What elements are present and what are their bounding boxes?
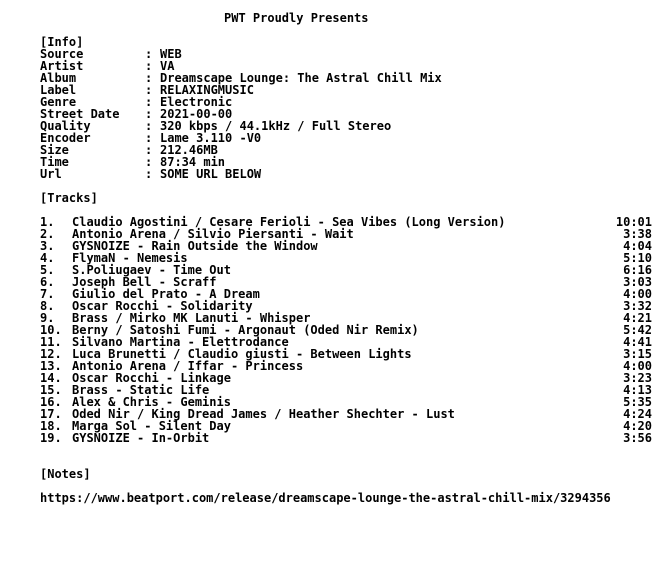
info-sep: : xyxy=(145,119,160,133)
spacer xyxy=(40,456,652,468)
track-duration: 5:10 xyxy=(623,251,652,265)
track-duration: 4:13 xyxy=(623,383,652,397)
track-number: 6. xyxy=(40,275,55,289)
info-row-size xyxy=(40,144,652,156)
track-title: Claudio Agostini / Cesare Ferioli - Sea Vibes (Long Version) xyxy=(72,215,506,229)
track-number: 2. xyxy=(40,227,55,241)
track-title: Joseph Bell - Scraff xyxy=(72,275,217,289)
info-value: VA xyxy=(160,59,175,73)
track-title: Silvano Martina - Elettrodance xyxy=(72,335,289,349)
info-value: SOME URL BELOW xyxy=(160,167,262,181)
info-value: RELAXINGMUSIC xyxy=(160,83,254,97)
info-key: Artist xyxy=(40,59,84,73)
track-title: Brass - Static Life xyxy=(72,383,210,397)
track-list xyxy=(40,216,652,444)
info-sep: : xyxy=(145,59,160,73)
info-value: 320 kbps / 44.1kHz / Full Stereo xyxy=(160,119,392,133)
info-row-source xyxy=(40,48,652,60)
info-sep: : xyxy=(145,95,160,109)
track-duration: 3:15 xyxy=(623,347,652,361)
tracks-heading: [Tracks] xyxy=(40,191,98,205)
track-row xyxy=(40,432,652,444)
info-key: Street Date xyxy=(40,107,120,121)
info-key: Size xyxy=(40,143,69,157)
track-duration: 3:32 xyxy=(623,299,652,313)
info-key: Encoder xyxy=(40,131,91,145)
spacer xyxy=(40,180,652,192)
track-number: 14. xyxy=(40,371,62,385)
track-title: Marga Sol - Silent Day xyxy=(72,419,231,433)
track-title: Oscar Rocchi - Linkage xyxy=(72,371,231,385)
info-value: 87:34 min xyxy=(160,155,226,169)
info-row-album xyxy=(40,72,652,84)
track-number: 10. xyxy=(40,323,62,337)
spacer xyxy=(40,12,652,24)
track-duration: 3:56 xyxy=(623,431,652,445)
track-number: 1. xyxy=(40,215,55,229)
track-duration: 4:24 xyxy=(623,407,652,421)
track-duration: 4:00 xyxy=(623,359,652,373)
track-duration: 4:41 xyxy=(623,335,652,349)
info-sep: : xyxy=(145,71,160,85)
track-title: Antonio Arena / Silvio Piersanti - Wait xyxy=(72,227,354,241)
track-title: FlymaN - Nemesis xyxy=(72,251,188,265)
info-key: Source xyxy=(40,47,84,61)
info-sep: : xyxy=(145,47,160,61)
info-value: Electronic xyxy=(160,95,233,109)
track-number: 9. xyxy=(40,311,55,325)
track-number: 8. xyxy=(40,299,55,313)
track-title: Alex & Chris - Geminis xyxy=(72,395,231,409)
info-row-time xyxy=(40,156,652,168)
info-key: Quality xyxy=(40,119,91,133)
info-heading: [Info] xyxy=(40,35,84,49)
info-key: Label xyxy=(40,83,77,97)
info-value: Lame 3.110 -V0 xyxy=(160,131,262,145)
track-number: 7. xyxy=(40,287,55,301)
info-row-encoder xyxy=(40,132,652,144)
nfo-document xyxy=(40,12,652,504)
track-duration: 4:20 xyxy=(623,419,652,433)
track-duration: 4:04 xyxy=(623,239,652,253)
info-sep: : xyxy=(145,167,160,181)
spacer xyxy=(40,24,652,36)
track-duration: 3:38 xyxy=(623,227,652,241)
info-row-label xyxy=(40,84,652,96)
page-title: PWT Proudly Presents xyxy=(224,11,369,25)
info-row-genre xyxy=(40,96,652,108)
info-row-quality xyxy=(40,120,652,132)
track-title: Berny / Satoshi Fumi - Argonaut (Oded Nir Remix) xyxy=(72,323,419,337)
track-duration: 5:42 xyxy=(623,323,652,337)
notes-url[interactable]: https://www.beatport.com/release/dreamscape-lounge-the-astral-chill-mix/3294356 xyxy=(40,491,611,505)
info-value: Dreamscape Lounge: The Astral Chill Mix xyxy=(160,71,442,85)
info-sep: : xyxy=(145,107,160,121)
info-fields xyxy=(40,48,652,180)
track-number: 4. xyxy=(40,251,55,265)
info-value: 2021-00-00 xyxy=(160,107,233,121)
track-title: Oded Nir / King Dread James / Heather Shechter - Lust xyxy=(72,407,455,421)
track-number: 18. xyxy=(40,419,62,433)
info-sep: : xyxy=(145,155,160,169)
spacer xyxy=(40,444,652,456)
track-duration: 3:23 xyxy=(623,371,652,385)
info-value: 212.46MB xyxy=(160,143,218,157)
track-title: Oscar Rocchi - Solidarity xyxy=(72,299,253,313)
track-title: GYSNOIZE - Rain Outside the Window xyxy=(72,239,318,253)
track-duration: 6:16 xyxy=(623,263,652,277)
info-key: Album xyxy=(40,71,77,85)
track-number: 5. xyxy=(40,263,55,277)
info-row-url xyxy=(40,168,652,180)
track-duration: 5:35 xyxy=(623,395,652,409)
track-number: 17. xyxy=(40,407,62,421)
track-title: GYSNOIZE - In-Orbit xyxy=(72,431,210,445)
track-number: 16. xyxy=(40,395,62,409)
track-duration: 4:00 xyxy=(623,287,652,301)
track-title: S.Poliugaev - Time Out xyxy=(72,263,231,277)
track-title: Antonio Arena / Iffar - Princess xyxy=(72,359,304,373)
track-number: 19. xyxy=(40,431,62,445)
track-number: 13. xyxy=(40,359,62,373)
track-duration: 10:01 xyxy=(615,215,652,229)
track-title: Luca Brunetti / Claudio giusti - Between Lights xyxy=(72,347,412,361)
info-key: Url xyxy=(40,167,62,181)
info-key: Time xyxy=(40,155,69,169)
track-duration: 3:03 xyxy=(623,275,652,289)
track-title: Brass / Mirko MK Lanuti - Whisper xyxy=(72,311,311,325)
info-value: WEB xyxy=(160,47,182,61)
info-key: Genre xyxy=(40,95,77,109)
track-number: 15. xyxy=(40,383,62,397)
track-duration: 4:21 xyxy=(623,311,652,325)
track-number: 12. xyxy=(40,347,62,361)
track-number: 3. xyxy=(40,239,55,253)
notes-heading: [Notes] xyxy=(40,467,91,481)
info-sep: : xyxy=(145,143,160,157)
info-sep: : xyxy=(145,83,160,97)
track-number: 11. xyxy=(40,335,62,349)
track-title: Giulio del Prato - A Dream xyxy=(72,287,260,301)
info-sep: : xyxy=(145,131,160,145)
